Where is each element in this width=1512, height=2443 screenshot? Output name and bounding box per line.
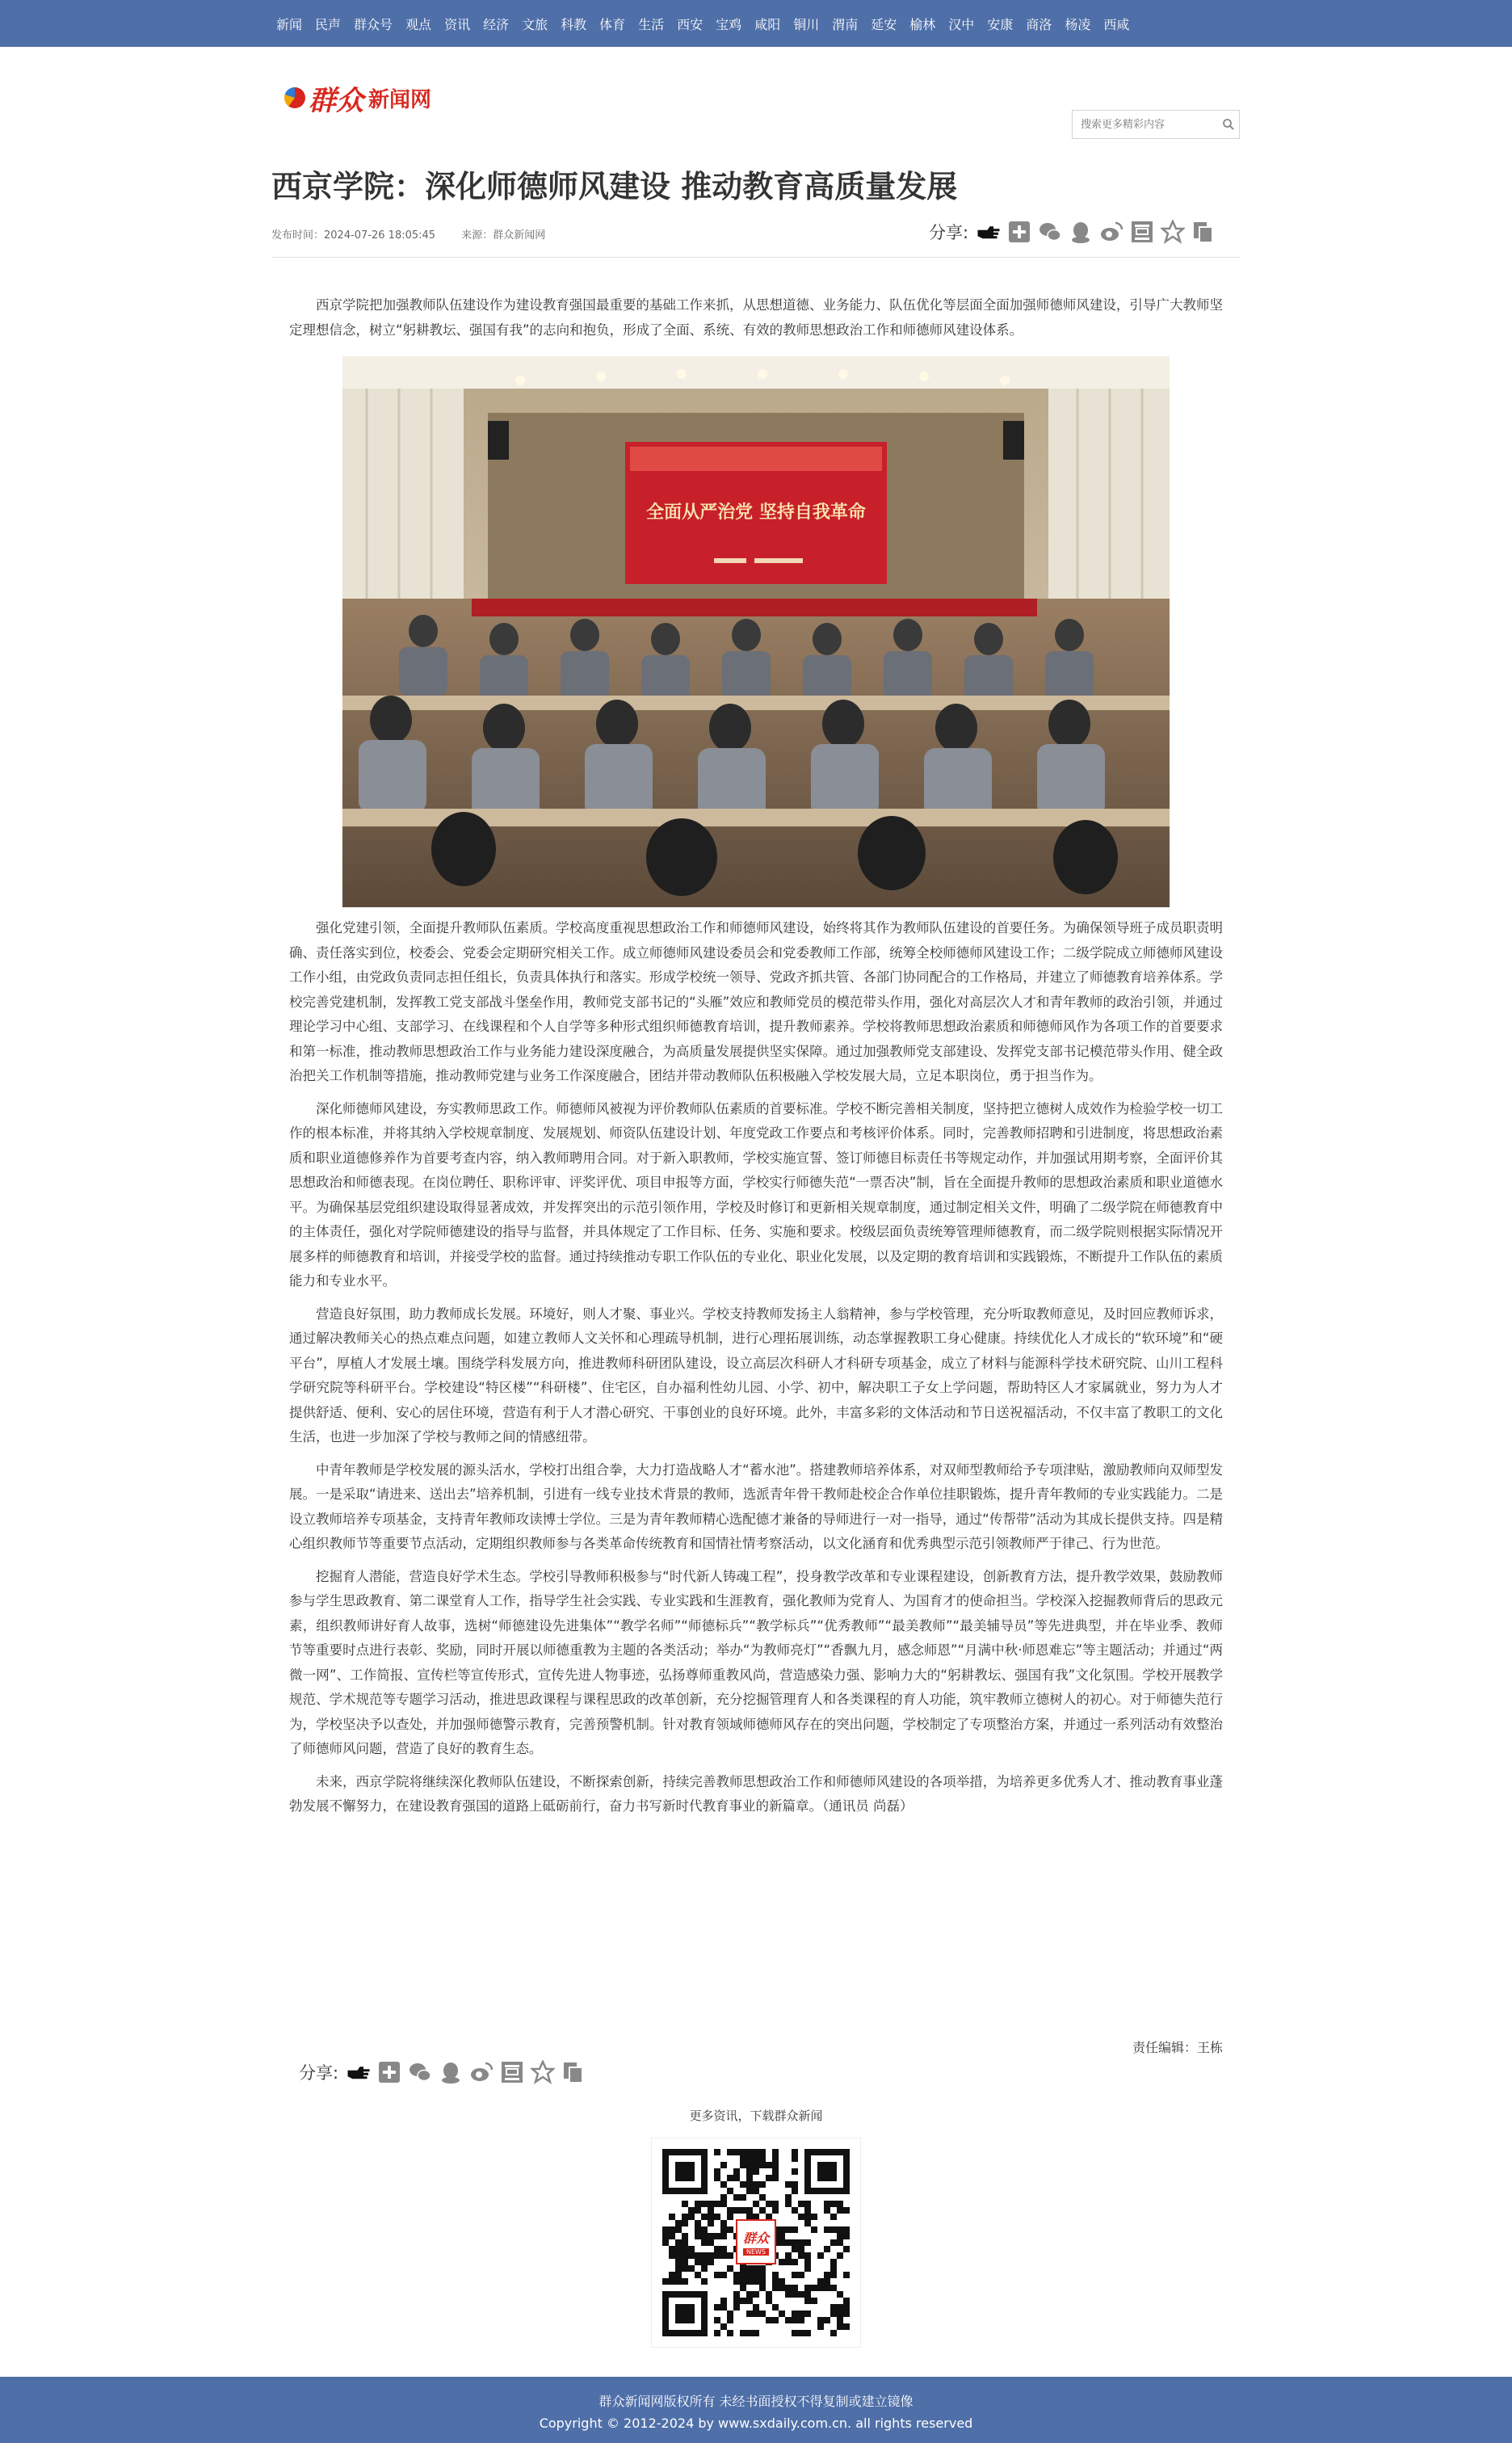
share-label: 分享: bbox=[299, 2063, 339, 2083]
nav-item[interactable]: 经济 bbox=[483, 16, 510, 32]
nav-item[interactable]: 渭南 bbox=[832, 16, 859, 32]
share-qq-icon[interactable] bbox=[439, 2060, 463, 2084]
qr-logo-mark: 群众 bbox=[742, 2231, 769, 2246]
nav-item[interactable]: 延安 bbox=[871, 16, 897, 32]
article-paragraph: 西京学院把加强教师队伍建设作为建设教育强国最重要的基础工作来抓，从思想道德、业务能力、队伍优化等层面全面加强师德师风建设，引导广大教师坚定理想信念，树立“躬耕教坛、强国有我”的志向和抱负，形成了全面、系统、有效的教师思想政治工作和师德师风建设体系。 bbox=[289, 297, 1223, 338]
nav-item[interactable]: 杨凌 bbox=[1065, 16, 1091, 32]
article-body-continued bbox=[289, 916, 1223, 1827]
search-icon bbox=[1222, 118, 1235, 131]
nav-item[interactable]: 观点 bbox=[405, 16, 432, 32]
share-more-icon[interactable] bbox=[377, 2060, 401, 2084]
share-more-icon[interactable] bbox=[1007, 220, 1031, 244]
share-favorite-icon[interactable] bbox=[531, 2060, 555, 2084]
share-wechat-icon[interactable] bbox=[408, 2060, 432, 2084]
share-copy-icon[interactable] bbox=[561, 2060, 586, 2084]
search-input[interactable] bbox=[1073, 111, 1218, 138]
article-title: 西京学院：深化师德师风建设 推动教育高质量发展 bbox=[271, 169, 958, 204]
footer-copyright-english: Copyright © 2012-2024 by www.sxdaily.com.cn. all rights reserved bbox=[539, 2416, 973, 2431]
nav-item[interactable]: 民声 bbox=[315, 16, 342, 32]
publish-time: 发布时间：2024-07-26 18:05:45 bbox=[271, 229, 436, 242]
nav-item[interactable]: 安康 bbox=[987, 16, 1014, 32]
site-footer bbox=[0, 2377, 1512, 2443]
nav-list bbox=[276, 0, 1142, 47]
nav-item[interactable]: 铜川 bbox=[793, 16, 820, 32]
share-qq-icon[interactable] bbox=[1069, 220, 1093, 244]
nav-item[interactable]: 群众号 bbox=[354, 16, 393, 32]
title-divider bbox=[271, 257, 1241, 258]
nav-item[interactable]: 科教 bbox=[561, 16, 587, 32]
article-source: 来源：群众新闻网 bbox=[461, 229, 546, 242]
app-qr-code[interactable] bbox=[651, 2138, 861, 2348]
search-box bbox=[1072, 110, 1240, 139]
nav-item[interactable]: 生活 bbox=[638, 16, 665, 32]
share-hand-icon[interactable] bbox=[976, 220, 1001, 244]
nav-item[interactable]: 汉中 bbox=[948, 16, 975, 32]
nav-item[interactable]: 体育 bbox=[599, 16, 626, 32]
qr-logo-badge bbox=[736, 2219, 776, 2264]
nav-item[interactable]: 文旅 bbox=[522, 16, 548, 32]
article-paragraph: 未来，西京学院将继续深化教师队伍建设，不断探索创新，持续完善教师思想政治工作和师德师风建设的各项举措，为培养更多优秀人才、推动教育事业蓬勃发展不懈努力，在建设教育强国的道路上砥砺前行，奋力书写新时代教育事业的新篇章。（通讯员 尚磊） bbox=[289, 1773, 1223, 1814]
nav-item[interactable]: 西咸 bbox=[1103, 16, 1130, 32]
share-hand-icon[interactable] bbox=[346, 2060, 371, 2084]
top-nav-bar bbox=[0, 0, 1512, 47]
nav-item[interactable]: 商洛 bbox=[1026, 16, 1052, 32]
article-paragraph: 营造良好氛围，助力教师成长发展。环境好，则人才聚、事业兴。学校支持教师发扬主人翁精神，参与学校管理，充分听取教师意见，及时回应教师诉求，通过解决教师关心的热点难点问题，如建立教师人文关怀和心理疏导机制，进行心理拓展训练，动态掌握教职工身心健康。持续优化人才成长的“软环境”和“硬平台”，厚植人才发展土壤。围绕学科发展方向，推进教师科研团队建设，设立高层次科研人才科研专项基金，成立了材料与能源科学技术研究院、山川工程科学研究院等科研平台。学校建设“特区楼”“科研楼”、住宅区，自办福利性幼儿园、小学、初中，解决职工子女上学问题，帮助特区人才家属就业，努力为人才提供舒适、便利、安心的居住环境，营造有利于人才潜心研究、干事创业的良好环境。此外，丰富多彩的文体活动和节日送祝福活动，不仅丰富了教职工的文化生活，也进一步加深了学校与教师之间的情感纽带。 bbox=[289, 1306, 1223, 1444]
article-meta bbox=[271, 226, 568, 242]
editor-credit: 责任编辑：王栋 bbox=[1132, 2040, 1223, 2055]
share-bar-top bbox=[929, 220, 1222, 244]
share-douban-icon[interactable] bbox=[1130, 220, 1154, 244]
logo-mark: 群众 bbox=[309, 84, 363, 117]
nav-item[interactable]: 榆林 bbox=[909, 16, 936, 32]
footer-copyright-notice: 群众新闻网版权所有 未经书面授权不得复制或建立镜像 bbox=[598, 2394, 914, 2409]
article-photo bbox=[342, 356, 1170, 907]
logo-swirl-icon bbox=[284, 87, 305, 108]
share-wechat-icon[interactable] bbox=[1038, 220, 1062, 244]
article-paragraph: 中青年教师是学校发展的源头活水，学校打出组合拳，大力打造战略人才“蓄水池”。搭建教师培养体系，对双师型教师给予专项津贴，激励教师向双师型发展。一是采取“请进来、送出去”培养机制，引进有一线专业技术背景的教师，选派青年骨干教师赴校企合作单位挂职锻炼，提升青年教师的专业实践能力。二是设立教师培养专项基金，支持青年教师攻读博士学位。三是为青年教师精心选配德才兼备的导师进行一对一指导，通过“传帮带”活动为其成长提供支持。四是精心组织教师节等重要节点活动，定期组织教师参与各类革命传统教育和国情社情考察活动，以文化涵育和优秀典型示范引领教师严于律己、行为世范。 bbox=[289, 1461, 1223, 1551]
screen-title: 全面从严治党 坚持自我革命 bbox=[646, 502, 866, 523]
nav-item[interactable]: 咸阳 bbox=[754, 16, 781, 32]
nav-item[interactable]: 宝鸡 bbox=[716, 16, 742, 32]
site-logo[interactable] bbox=[284, 78, 431, 118]
meeting-hall-image bbox=[342, 356, 1170, 907]
share-weibo-icon[interactable] bbox=[469, 2060, 494, 2084]
nav-item[interactable]: 新闻 bbox=[276, 16, 303, 32]
search-button[interactable] bbox=[1218, 111, 1239, 138]
share-bar-bottom bbox=[299, 2060, 592, 2084]
share-douban-icon[interactable] bbox=[500, 2060, 524, 2084]
article-paragraph: 挖掘育人潜能，营造良好学术生态。学校引导教师积极参与“时代新人铸魂工程”，投身教学改革和专业课程建设，创新教育方法，提升教学效果，鼓励教师参与学生思政教育、第二课堂育人工作，指导学生社会实践、专业实践和生涯教育，强化教师为党育人、为国育才的使命担当。学校深入挖掘教师背后的思政元素，组织教师讲好育人故事，选树“师德建设先进集体”“教学名师”“师德标兵”“教学标兵”“优秀教师”“最美教师”“最美辅导员”等先进典型，并在毕业季、教师节等重要时点进行表彰、奖励，同时开展以师德重教为主题的各类活动；举办“为教师亮灯”“香飘九月，感念师恩”“月满中秋·师恩难忘”等主题活动；并通过“两微一网”、工作简报、宣传栏等宣传形式，宣传先进人物事迹，弘扬尊师重教风尚，营造感染力强、影响力大的“躬耕教坛、强国有我”文化氛围。学校开展教学规范、学术规范等专题学习活动，推进思政课程与课程思政的改革创新，充分挖掘管理育人和各类课程的育人功能，筑牢教师立德树人的初心。对于师德失范行为，学校坚决予以查处，并加强师德警示教育，完善预警机制。针对教育领域师德师风存在的突出问题，学校制定了专项整治方案，并通过一系列活动有效整治了师德师风问题，营造了良好的教育生态。 bbox=[289, 1568, 1223, 1756]
nav-item[interactable]: 西安 bbox=[677, 16, 704, 32]
nav-item[interactable]: 资讯 bbox=[444, 16, 471, 32]
share-label: 分享: bbox=[929, 223, 969, 242]
article-paragraph: 深化师德师风建设，夯实教师思政工作。师德师风被视为评价教师队伍素质的首要标准。学校不断完善相关制度，坚持把立德树人成效作为检验学校一切工作的根本标准，并将其纳入学校规章制度、发展规划、师资队伍建设计划、年度党政工作要点和考核评价体系。同时，完善教师招聘和引进制度，将思想政治素质和职业道德修养作为首要考查内容，纳入教师聘用合同。对于新入职教师，学校实施宣誓、签订师德目标责任书等规定动作，并加强试用期考察，全面评价其思想政治和师德表现。在岗位聘任、职称评审、评奖评优、项目申报等方面，学校实行师德失范“一票否决”制，旨在全面提升教师的思想政治素质和职业道德水平。为确保基层党组织建设取得显著成效，并发挥突出的示范引领作用，学校及时修订和更新相关规章制度，通过制定相关文件，明确了二级学院在师德教育中的主体责任，强化对学院师德建设的指导与监督，并具体规定了工作目标、任务、实施和要求。校级层面负责统筹管理师德教育，而二级学院则根据实际情况开展多样的师德教育和培训，并接受学校的监督。通过持续推动专职工作队伍的专业化、职业化发展，以及定期的教育培训和实践锻炼，不断提升工作队伍的素质能力和专业水平。 bbox=[289, 1100, 1223, 1289]
qr-logo-text: NEWS bbox=[743, 2248, 769, 2256]
article-paragraph: 强化党建引领，全面提升教师队伍素质。学校高度重视思想政治工作和师德师风建设，始终将其作为教师队伍建设的首要任务。为确保领导班子成员职责明确、责任落实到位，校委会、党委会定期研究相关工作。成立师德师风建设委员会和党委教师工作部，统筹全校师德师风建设工作；二级学院成立师德师风建设工作小组，由党政负责同志担任组长，负责具体执行和落实。形成学校统一领导、党政齐抓共管、各部门协同配合的工作格局，并建立了师德教育培养体系。学校完善党建机制，发挥教工党支部战斗堡垒作用，教师党支部书记的“头雁”效应和教师党员的模范带头作用，强化对高层次人才和青年教师的政治引领，并通过理论学习中心组、支部学习、在线课程和个人自学等多种形式组织师德教育培训，提升教师素养。学校将教师思想政治素质和师德师风作为各项工作的首要要求和第一标准，推动教师思想政治工作与业务能力建设深度融合，为高质量发展提供坚实保障。通过加强教师党支部建设、发挥党支部书记模范带头作用、健全政治把关工作机制等措施，推动教师党建与业务工作深度融合，团结并带动教师队伍积极融入学校发展大局，立足本职岗位，勇于担当作为。 bbox=[289, 920, 1223, 1083]
share-favorite-icon[interactable] bbox=[1161, 220, 1185, 244]
article-body bbox=[289, 293, 1223, 351]
share-copy-icon[interactable] bbox=[1191, 220, 1216, 244]
logo-text: 新闻网 bbox=[368, 87, 432, 112]
share-weibo-icon[interactable] bbox=[1099, 220, 1124, 244]
download-app-text: 更多资讯，下载群众新闻 bbox=[689, 2109, 823, 2123]
